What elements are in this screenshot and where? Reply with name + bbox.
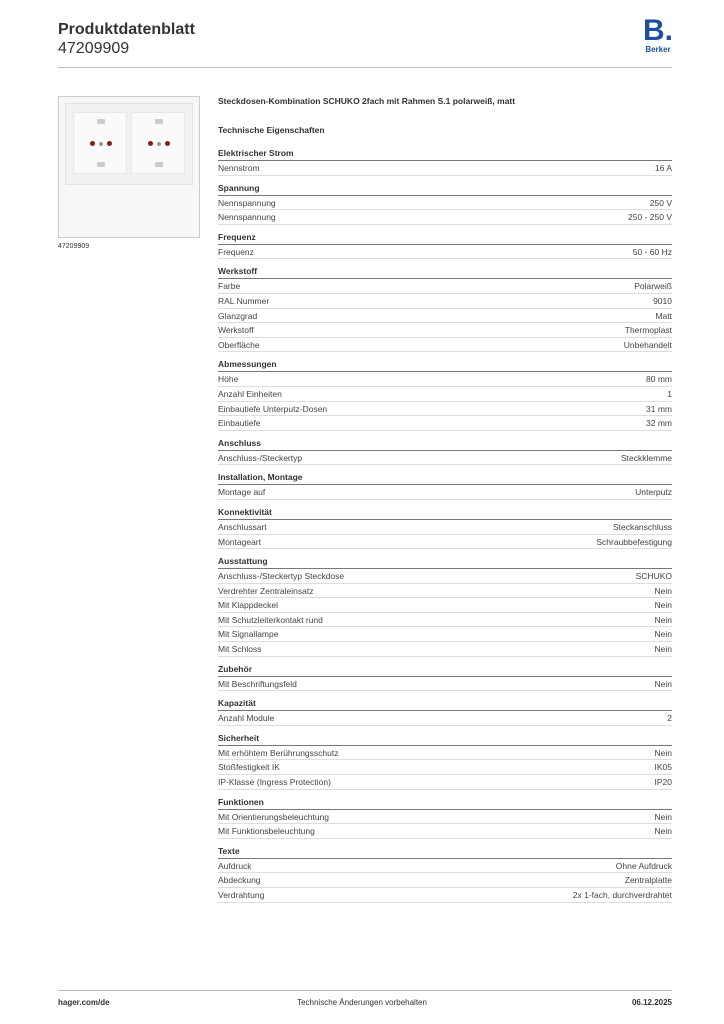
spec-label: Oberfläche — [218, 339, 260, 350]
spec-label: Verdrahtung — [218, 890, 265, 900]
spec-value: 9010 — [653, 295, 672, 306]
spec-value: Nein — [654, 614, 672, 625]
spec-group-title: Abmessungen — [218, 359, 672, 372]
spec-group-title: Zubehör — [218, 664, 672, 677]
page-title: Produktdatenblatt — [58, 21, 195, 38]
spec-label: Nennspannung — [218, 197, 276, 208]
spec-value: Nein — [654, 747, 672, 758]
spec-group-title: Kapazität — [218, 698, 672, 711]
spec-label: Verdrehter Zentraleinsatz — [218, 585, 314, 596]
spec-label: Mit Beschriftungsfeld — [218, 678, 297, 689]
spec-label: Farbe — [218, 281, 241, 292]
spec-value: IK05 — [654, 762, 672, 773]
spec-label: Mit Signallampe — [218, 629, 279, 640]
spec-label: Mit Schutzleiterkontakt rund — [218, 614, 323, 625]
spec-label: Stoßfestigkeit IK — [218, 762, 280, 773]
spec-row — [218, 338, 672, 353]
spec-label: Glanzgrad — [218, 310, 258, 321]
spec-row — [218, 810, 672, 825]
product-title: Steckdosen-Kombination SCHUKO 2fach mit Rahmen S.1 polarweiß, matt — [218, 96, 516, 106]
spec-group-title: Ausstattung — [218, 556, 672, 569]
spec-label: Nennstrom — [218, 163, 260, 173]
socket-frame — [65, 103, 193, 185]
spec-value: Nein — [654, 629, 672, 640]
spec-label: Mit Klappdeckel — [218, 600, 279, 611]
header-divider — [58, 67, 672, 68]
spec-label: Einbautiefe — [218, 418, 261, 429]
spec-groups — [218, 148, 672, 903]
spec-value: Ohne Aufdruck — [615, 860, 672, 871]
spec-row — [218, 584, 672, 599]
product-number: 47209909 — [58, 40, 130, 57]
spec-value: Schraubbefestigung — [596, 536, 672, 547]
spec-label: Anschluss-/Steckertyp — [218, 452, 303, 463]
spec-row — [218, 888, 672, 903]
spec-group-title: Werkstoff — [218, 266, 672, 279]
spec-row — [218, 451, 672, 466]
spec-row — [218, 245, 672, 260]
spec-group-title: Funktionen — [218, 797, 672, 810]
spec-row — [218, 323, 672, 338]
spec-row — [218, 824, 672, 839]
spec-value: 1 — [667, 388, 672, 399]
spec-value: 250 - 250 V — [628, 212, 672, 223]
spec-row — [218, 627, 672, 642]
product-image — [58, 96, 200, 238]
logo-brand: Berker — [645, 45, 671, 54]
spec-group-title: Frequenz — [218, 232, 672, 245]
spec-label: Werkstoff — [218, 325, 254, 336]
footer-website[interactable]: hager.com/de — [58, 998, 110, 1007]
spec-row — [218, 760, 672, 775]
logo-letter: B. — [643, 14, 673, 47]
spec-group-title: Elektrischer Strom — [218, 148, 672, 161]
spec-label: Anzahl Einheiten — [218, 388, 282, 399]
spec-label: Einbautiefe Unterputz-Dosen — [218, 403, 328, 414]
spec-value: Steckklemme — [620, 452, 672, 463]
spec-value: 80 mm — [646, 374, 672, 385]
footer-date: 06.12.2025 — [631, 998, 672, 1007]
spec-value: Unterputz — [635, 487, 672, 498]
spec-row — [218, 746, 672, 761]
spec-group-title: Texte — [218, 846, 672, 859]
spec-row — [218, 372, 672, 387]
spec-row — [218, 775, 672, 790]
spec-value: 250 V — [649, 197, 672, 208]
spec-value: Nein — [654, 585, 672, 596]
spec-row — [218, 569, 672, 584]
spec-value: Unbehandelt — [623, 339, 672, 350]
spec-row — [218, 210, 672, 225]
spec-value: 32 mm — [646, 418, 672, 429]
spec-value: Matt — [655, 310, 672, 321]
spec-group-title: Anschluss — [218, 438, 672, 451]
spec-label: Frequenz — [218, 246, 254, 257]
spec-row — [218, 677, 672, 692]
spec-row — [218, 485, 672, 500]
spec-value: Nein — [654, 644, 672, 655]
spec-row — [218, 859, 672, 874]
spec-label: Montage auf — [218, 487, 266, 498]
socket-right — [131, 112, 185, 174]
spec-group-title: Sicherheit — [218, 733, 672, 746]
spec-row — [218, 711, 672, 726]
spec-value: SCHUKO — [635, 571, 672, 582]
spec-value: Thermoplast — [624, 325, 672, 336]
spec-label: RAL Nummer — [218, 295, 270, 306]
spec-label: Abdeckung — [218, 875, 261, 886]
spec-value: Nein — [654, 600, 672, 611]
spec-label: Montageart — [218, 536, 261, 547]
socket-left — [73, 112, 127, 174]
page-header — [58, 20, 195, 58]
spec-value: 2x 1-fach, durchverdrahtet — [572, 890, 672, 900]
spec-row — [218, 642, 672, 657]
spec-label: Mit erhöhtem Berührungsschutz — [218, 747, 339, 758]
spec-value: 16 A — [654, 163, 672, 173]
footer-disclaimer: Technische Änderungen vorbehalten — [297, 998, 427, 1007]
spec-value: Nein — [654, 811, 672, 822]
spec-value: 50 - 60 Hz — [632, 246, 672, 257]
spec-value: 31 mm — [646, 403, 672, 414]
footer-divider — [58, 990, 672, 991]
spec-row — [218, 279, 672, 294]
spec-group-title: Installation, Montage — [218, 472, 672, 485]
spec-row — [218, 402, 672, 417]
spec-group-title: Spannung — [218, 183, 672, 196]
spec-group-title: Konnektivität — [218, 507, 672, 520]
spec-label: Mit Funktionsbeleuchtung — [218, 826, 315, 837]
spec-label: Anschlussart — [218, 521, 267, 532]
spec-row — [218, 598, 672, 613]
spec-label: Mit Orientierungsbeleuchtung — [218, 811, 330, 822]
spec-label: Anschluss-/Steckertyp Steckdose — [218, 571, 345, 582]
spec-label: Aufdruck — [218, 860, 252, 871]
spec-label: Höhe — [218, 374, 239, 385]
spec-value: Nein — [654, 826, 672, 837]
spec-row — [218, 387, 672, 402]
spec-value: Steckanschluss — [612, 521, 672, 532]
image-caption: 47209909 — [58, 243, 90, 250]
spec-row — [218, 294, 672, 309]
spec-row — [218, 535, 672, 550]
spec-row — [218, 196, 672, 211]
spec-value: Nein — [654, 678, 672, 689]
spec-label: Anzahl Module — [218, 713, 275, 724]
spec-row — [218, 520, 672, 535]
spec-label: Nennspannung — [218, 212, 276, 223]
spec-label: IP-Klasse (Ingress Protection) — [218, 777, 331, 788]
spec-value: Polarweiß — [634, 281, 672, 292]
section-title: Technische Eigenschaften — [218, 125, 325, 135]
spec-row — [218, 161, 672, 176]
spec-label: Mit Schloss — [218, 644, 262, 655]
spec-value: Zentralplatte — [624, 875, 672, 886]
spec-row — [218, 309, 672, 324]
spec-row — [218, 873, 672, 888]
spec-row — [218, 613, 672, 628]
berker-logo — [642, 14, 674, 54]
spec-value: IP20 — [654, 777, 672, 788]
spec-value: 2 — [667, 713, 672, 724]
spec-row — [218, 416, 672, 431]
spec-content — [218, 94, 672, 903]
